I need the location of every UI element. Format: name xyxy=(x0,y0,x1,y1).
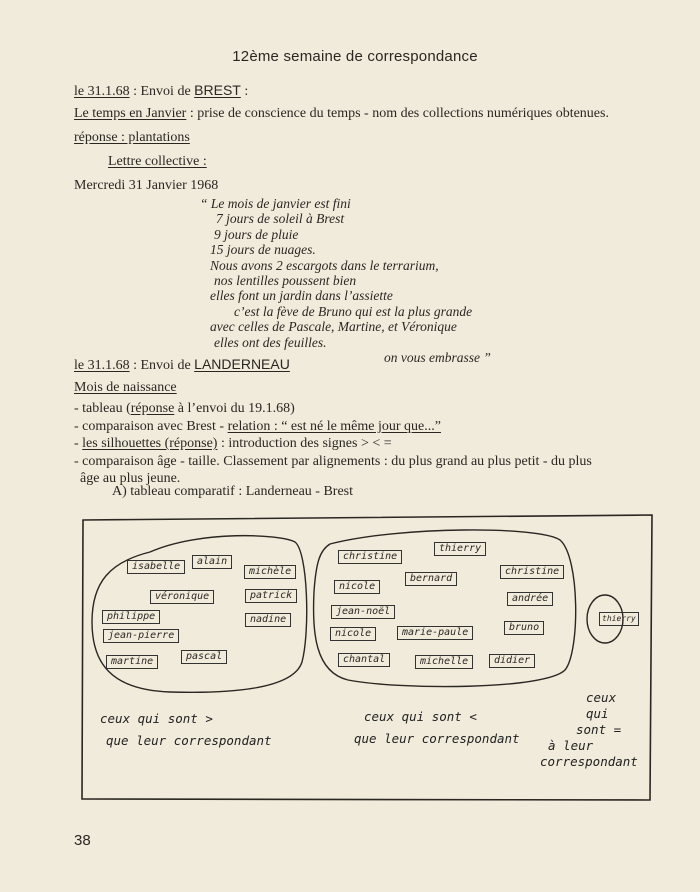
letter-date: Mercredi 31 Janvier 1968 xyxy=(74,178,219,193)
poem-line: nos lentilles poussent bien xyxy=(214,273,357,289)
poem xyxy=(200,196,520,365)
temps-label: Le temps en Janvier xyxy=(74,106,187,121)
page-title: 12ème semaine de correspondance xyxy=(232,48,478,65)
envoi-brest-after: : xyxy=(240,84,249,99)
envoi-brest-sep: : Envoi de xyxy=(129,84,195,99)
poem-line: 9 jours de pluie xyxy=(214,226,299,242)
name-tag: isabelle xyxy=(127,560,185,574)
poem-line: c’est la fève de Bruno qui est la plus grande xyxy=(234,303,473,319)
name-tag: marie-paule xyxy=(397,626,473,640)
bullet-item xyxy=(74,418,664,436)
poem-line: elles font un jardin dans l’assiette xyxy=(210,288,393,304)
name-tag: pascal xyxy=(181,650,227,664)
lettre-collective: Lettre collective : xyxy=(108,154,207,169)
envoi-brest-line xyxy=(74,82,248,100)
name-tag: thierry xyxy=(599,612,639,626)
name-tag: bernard xyxy=(405,572,457,586)
bullet-text: - comparaison avec Brest - xyxy=(74,418,228,434)
name-tag: martine xyxy=(106,655,158,669)
poem-line: 15 jours de nuages. xyxy=(210,242,316,258)
poem-line: 7 jours de soleil à Brest xyxy=(216,211,345,227)
caption-line: ceux xyxy=(586,690,617,705)
envoi-landerneau-city: LANDERNEAU xyxy=(194,356,290,372)
name-tag: nicole xyxy=(330,627,376,641)
caption-greater xyxy=(100,708,272,752)
name-tag: christine xyxy=(338,550,402,564)
bullet-text: âge au plus jeune. xyxy=(80,471,181,486)
mois-naissance: Mois de naissance xyxy=(74,380,177,395)
name-tag: patrick xyxy=(245,589,297,603)
poem-line: elles ont des feuilles. xyxy=(214,334,327,350)
name-tag: andrée xyxy=(507,592,553,606)
envoi-landerneau-sep: : Envoi de xyxy=(129,358,195,373)
bullet-underlined: les silhouettes (réponse) xyxy=(82,436,218,451)
name-tag: alain xyxy=(192,555,232,569)
name-tag: philippe xyxy=(102,610,160,624)
caption-line: qui xyxy=(586,706,609,721)
envoi-landerneau-date: le 31.1.68 xyxy=(74,358,130,373)
bullet-item xyxy=(74,453,664,471)
envoi-landerneau-line xyxy=(74,356,290,374)
envoi-brest-city: BREST xyxy=(194,82,241,98)
poem-line: on vous embrasse ” xyxy=(384,350,491,366)
caption-line: ceux qui sont > xyxy=(100,711,213,726)
envoi-brest-date: le 31.1.68 xyxy=(74,84,130,99)
tableau-label: A) tableau comparatif : Landerneau - Brest xyxy=(112,484,354,499)
bullet-text: : introduction des signes > < = xyxy=(217,436,392,451)
caption-line: ceux qui sont < xyxy=(364,709,477,724)
bullet-text: - xyxy=(74,436,83,451)
name-tag: christine xyxy=(500,565,564,579)
name-tag: bruno xyxy=(504,621,544,635)
bullet-text: - tableau ( xyxy=(74,401,131,416)
caption-line: à leur xyxy=(548,738,594,753)
temps-text: : prise de conscience du temps - nom des collections numériques obtenues. xyxy=(186,106,609,121)
poem-line: avec celles de Pascale, Martine, et Véronique xyxy=(210,319,457,335)
name-tag: didier xyxy=(489,654,535,668)
bullet-item xyxy=(74,435,664,453)
reponse-plantations: réponse : plantations xyxy=(74,130,190,145)
caption-line: correspondant xyxy=(540,754,638,769)
poem-line: “ Le mois de janvier est fini xyxy=(200,196,351,211)
bullet-item xyxy=(74,400,664,418)
bullet-text: à l’envoi du 19.1.68) xyxy=(174,401,295,416)
name-tag: véronique xyxy=(150,590,214,604)
caption-line: que leur correspondant xyxy=(106,733,272,748)
name-tag: thierry xyxy=(434,542,486,556)
page-number: 38 xyxy=(74,832,91,849)
name-tag: jean-pierre xyxy=(103,629,179,643)
bullet-list xyxy=(74,400,664,488)
caption-equal xyxy=(540,690,638,770)
name-tag: chantal xyxy=(338,653,390,667)
name-tag: michèle xyxy=(244,565,296,579)
name-tag: nicole xyxy=(334,580,380,594)
name-tag: michelle xyxy=(415,655,473,669)
caption-line: sont = xyxy=(576,722,622,737)
bullet-underlined: réponse xyxy=(130,401,175,416)
temps-line xyxy=(74,106,609,122)
caption-line: que leur correspondant xyxy=(354,731,520,746)
name-tag: nadine xyxy=(245,613,291,627)
caption-less xyxy=(354,706,520,750)
poem-line: Nous avons 2 escargots dans le terrarium, xyxy=(210,257,439,273)
bullet-underlined: relation : “ est né le même jour que...” xyxy=(227,418,441,434)
bullet-text: - comparaison âge - taille. Classement par alignements : du plus grand au plus petit - du plus xyxy=(74,453,592,469)
name-tag: jean-noël xyxy=(331,605,395,619)
